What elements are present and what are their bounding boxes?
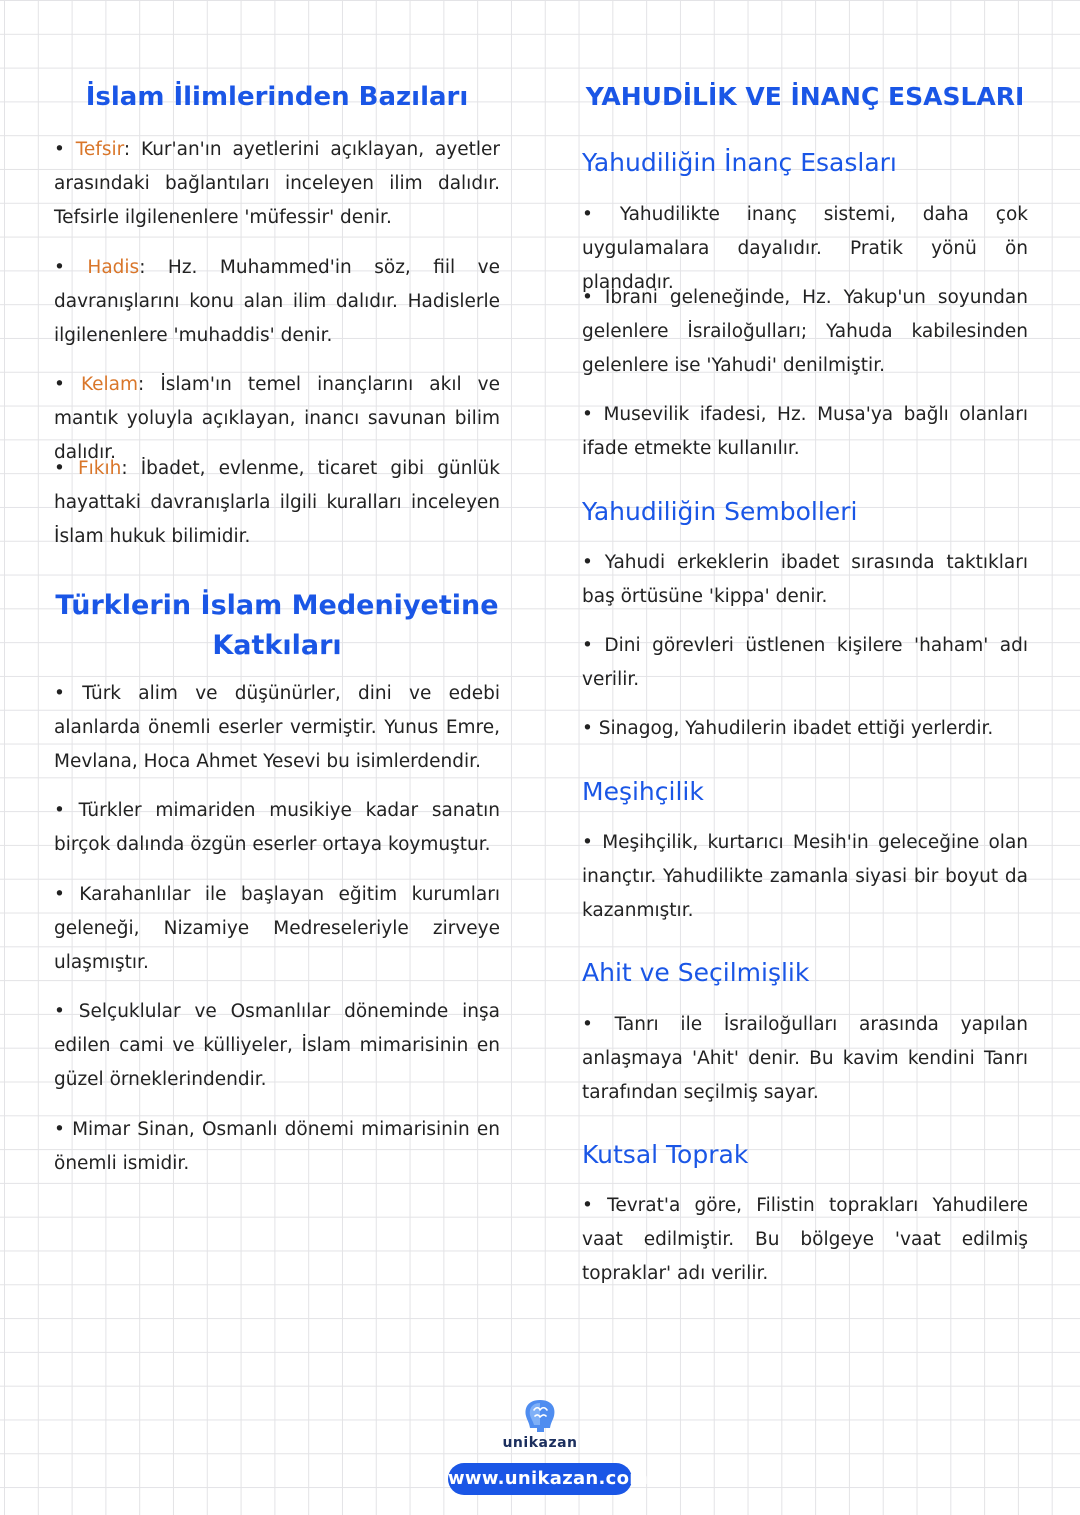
tefsir-term: Tefsir bbox=[75, 139, 124, 160]
list-item: • Meşihçilik, kurtarıcı Mesih'in geleceğine olan inançtır. Yahudilikte zamanla siyasi bir boyut da kazanmıştır. bbox=[582, 832, 1029, 921]
hadis-item: • Hadis: Hz. Muhammed'in söz, fiil ve davranışlarını konu alan ilim dalıdır. Hadislerle ilgilenenlere 'muhaddis' denir. bbox=[54, 257, 501, 346]
section-heading: Kutsal Toprak bbox=[582, 1140, 749, 1169]
list-item: • İbrani geleneğinde, Hz. Yakup'un soyundan gelenlere İsrailoğulları; Yahuda kabilesinden gelenlere ise 'Yahudi' denilmiştir. bbox=[582, 287, 1028, 376]
hadis-text: Hz. Muhammed'in söz, fiil ve davranışlarını konu alan ilim dalıdır. Hadislerle ilgilenenlere 'muhaddis' denir. bbox=[54, 257, 501, 346]
kelam-item: • Kelam: İslam'ın temel inançlarını akıl ve mantık yoluyla açıklayan, inancı savunan bilim dalıdır. bbox=[54, 374, 500, 463]
list-item: • Sinagog, Yahudilerin ibadet ettiği yerlerdir. bbox=[582, 718, 994, 739]
contribution-item: • Türk alim ve düşünürler, dini ve edebi alanlarda önemli eserler vermiştir. Yunus Emre, Mevlana, Hoca Ahmet Yesevi bu isimlerdendir. bbox=[54, 683, 500, 772]
contribution-item: • Mimar Sinan, Osmanlı dönemi mimarisinin en önemli ismidir. bbox=[54, 1119, 501, 1174]
brand-name: unikazan bbox=[502, 1435, 578, 1451]
list-item: • Yahudi erkeklerin ibadet sırasında taktıkları baş örtüsüne 'kippa' denir. bbox=[582, 552, 1028, 607]
fikih-item: • Fıkıh: İbadet, evlenme, ticaret gibi günlük hayattaki davranışlarla ilgili kuralları inceleyen İslam hukuk bilimidir. bbox=[54, 458, 500, 547]
tefsir-text: Kur'an'ın ayetlerini açıklayan, ayetler arasındaki bağlantıları inceleyen ilim dalıdır. Tefsirle ilgilenenlere 'müfessir' denir. bbox=[54, 139, 500, 228]
website-link[interactable]: www.unikazan.com bbox=[448, 1463, 632, 1495]
islamic-sciences-title: İslam İlimlerinden Bazıları bbox=[85, 82, 469, 112]
tefsir-item: • Tefsir: Kur'an'ın ayetlerini açıklayan, ayetler arasındaki bağlantıları inceleyen ilim dalıdır. Tefsirle ilgilenenlere 'müfessir' denir. bbox=[54, 139, 500, 228]
contribution-item: • Türkler mimariden musikiye kadar sanatın birçok dalında özgün eserler ortaya koymuştur. bbox=[54, 800, 500, 855]
contribution-item: • Karahanlılar ile başlayan eğitim kurumları geleneği, Nizamiye Medreseleriyle zirveye ulaşmıştır. bbox=[54, 884, 501, 973]
list-item: • Musevilik ifadesi, Hz. Musa'ya bağlı olanları ifade etmekte kullanılır. bbox=[582, 404, 1028, 459]
list-item: • Yahudilikte inanç sistemi, daha çok uygulamalara dayalıdır. Pratik yönü ön plandadır. bbox=[582, 204, 1028, 293]
section-heading: Ahit ve Seçilmişlik bbox=[582, 958, 810, 987]
turkish-contributions-title: Türklerin İslam Medeniyetine Katkıları bbox=[55, 590, 499, 661]
list-item: • Tanrı ile İsrailoğulları arasında yapılan anlaşmaya 'Ahit' denir. Bu kavim kendini Tanrı tarafından seçilmiş sayar. bbox=[582, 1014, 1028, 1103]
contribution-item: • Selçuklular ve Osmanlılar döneminde inşa edilen cami ve külliyeler, İslam mimarisinin en güzel örneklerindendir. bbox=[54, 1001, 500, 1090]
kelam-term: Kelam bbox=[80, 374, 139, 395]
judaism-title: YAHUDİLİK VE İNANÇ ESASLARI bbox=[585, 82, 1025, 111]
kelam-text: İslam'ın temel inançlarını akıl ve mantık yoluyla açıklayan, inancı savunan bilim dalıdır. bbox=[54, 374, 500, 463]
list-item: • Dini görevleri üstlenen kişilere 'haham' adı verilir. bbox=[582, 635, 1028, 690]
hadis-term: Hadis bbox=[87, 257, 140, 278]
fikih-text: İbadet, evlenme, ticaret gibi günlük hayattaki davranışlarla ilgili kuralları inceleyen İslam hukuk bilimidir. bbox=[54, 458, 500, 547]
section-heading: Meşihçilik bbox=[582, 777, 704, 806]
brand-logo bbox=[470, 1398, 610, 1451]
head-silhouette-icon bbox=[520, 1398, 560, 1434]
list-item: • Tevrat'a göre, Filistin toprakları Yahudilere vaat edilmiştir. Bu bölgeye 'vaat edilmiş topraklar' adı verilir. bbox=[582, 1195, 1029, 1284]
section-heading: Yahudiliğin Sembolleri bbox=[582, 497, 858, 526]
section-heading: Yahudiliğin İnanç Esasları bbox=[582, 148, 897, 177]
fikih-term: Fıkıh bbox=[78, 458, 122, 479]
